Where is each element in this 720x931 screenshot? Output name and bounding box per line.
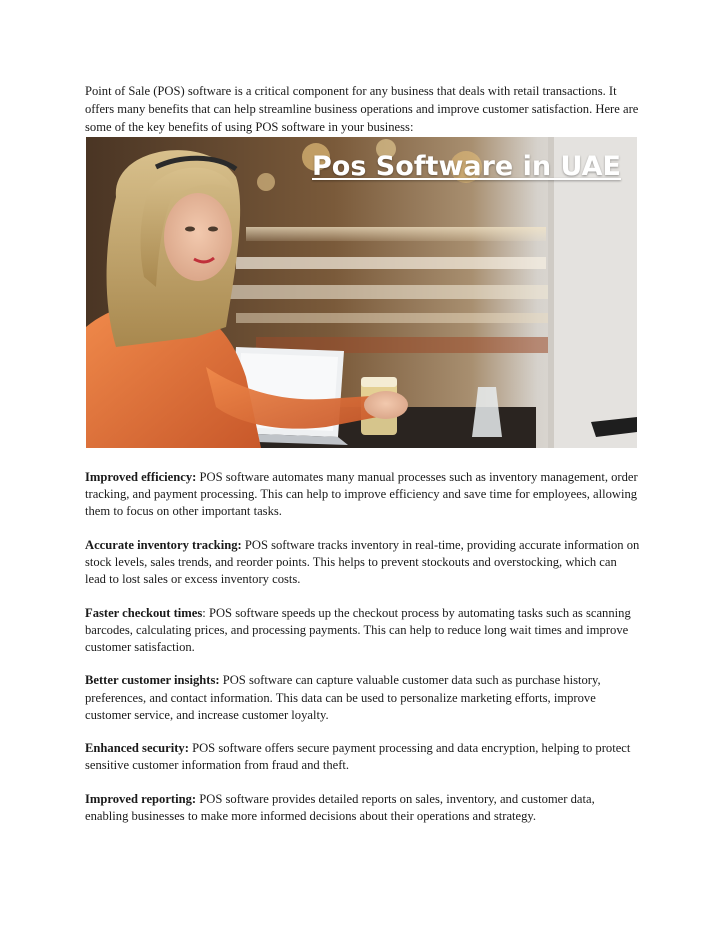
benefit-text: POS software tracks inventory in real-time, providing accurate information on stock levels, sales trends, and reorder points. This helps to prevent stockouts and overstocking, which can lead to lost sales or excess inventory costs. [85,537,640,587]
hero-photo-illustration [86,137,637,448]
benefit-text: POS software speeds up the checkout process by automating tasks such as scanning barcodes, calculating prices, and processing payments. This can help to reduce long wait times and improve customer satisfaction. [85,605,631,654]
benefit-separator: : [202,605,209,620]
benefit-paragraph [85,537,640,589]
benefit-label: Improved reporting: [85,791,197,806]
benefit-text: POS software provides detailed reports on sales, inventory, and customer data, enabling businesses to make more informed decisions about their operations and strategy. [85,791,595,823]
benefit-text: POS software automates many manual processes such as inventory management, order tracking, and payment processing. This can help to improve efficiency and save time for employees, allowing them to focus on other important tasks. [85,470,638,519]
benefit-paragraph [85,740,640,774]
intro-paragraph: Point of Sale (POS) software is a critical component for any business that deals with retail transactions. It offers many benefits that can help streamline business operations and improve customer satisfaction. Here are some of the key benefits of using POS software in your business: [85,84,639,134]
benefit-paragraph [85,791,640,825]
benefit-text: POS software offers secure payment processing and data encryption, helping to protect sensitive customer information from fraud and theft. [85,741,631,773]
benefit-paragraph [85,672,640,724]
benefit-text: POS software can capture valuable customer data such as purchase history, preferences, and contact information. This data can be used to personalize marketing efforts, improve customer service, and increase customer loyalty. [85,673,601,722]
hero-image [86,137,637,448]
benefit-paragraph [85,469,640,521]
benefit-paragraph [85,605,640,657]
benefit-label: Better customer insights: [85,673,220,688]
hero-title: Pos Software in UAE [312,151,621,182]
benefit-label: Faster checkout times [85,605,203,620]
benefits-list [85,469,640,841]
benefit-label: Enhanced security: [85,741,189,756]
benefit-label: Accurate inventory tracking: [85,537,242,552]
benefit-label: Improved efficiency: [85,470,197,484]
